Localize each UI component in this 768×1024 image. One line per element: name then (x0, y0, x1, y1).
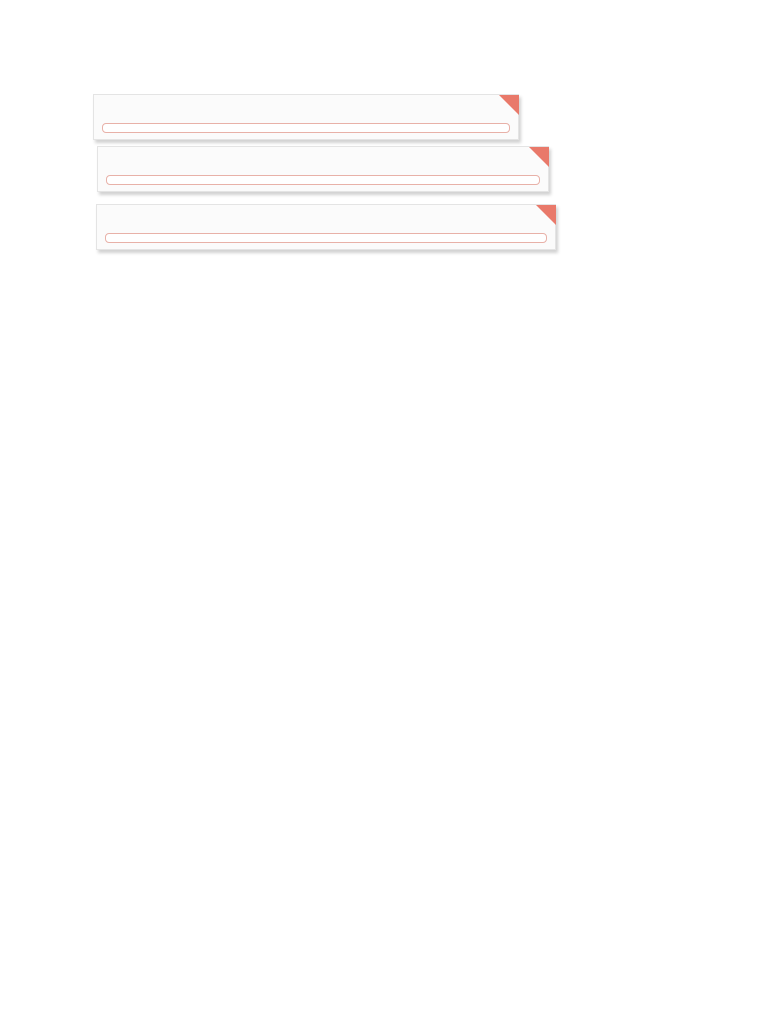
new-words-table-2 (97, 146, 549, 192)
new-words-table-3 (96, 204, 556, 250)
new-words-header (98, 147, 548, 175)
new-words-list (105, 233, 547, 243)
new-words-table-1 (93, 94, 519, 140)
new-words-list (102, 123, 510, 133)
new-words-header (97, 205, 555, 233)
new-words-list (106, 175, 540, 185)
corner-decoration (529, 147, 549, 167)
document-page (93, 88, 653, 256)
new-words-header (94, 95, 518, 123)
corner-decoration (499, 95, 519, 115)
corner-decoration (536, 205, 556, 225)
